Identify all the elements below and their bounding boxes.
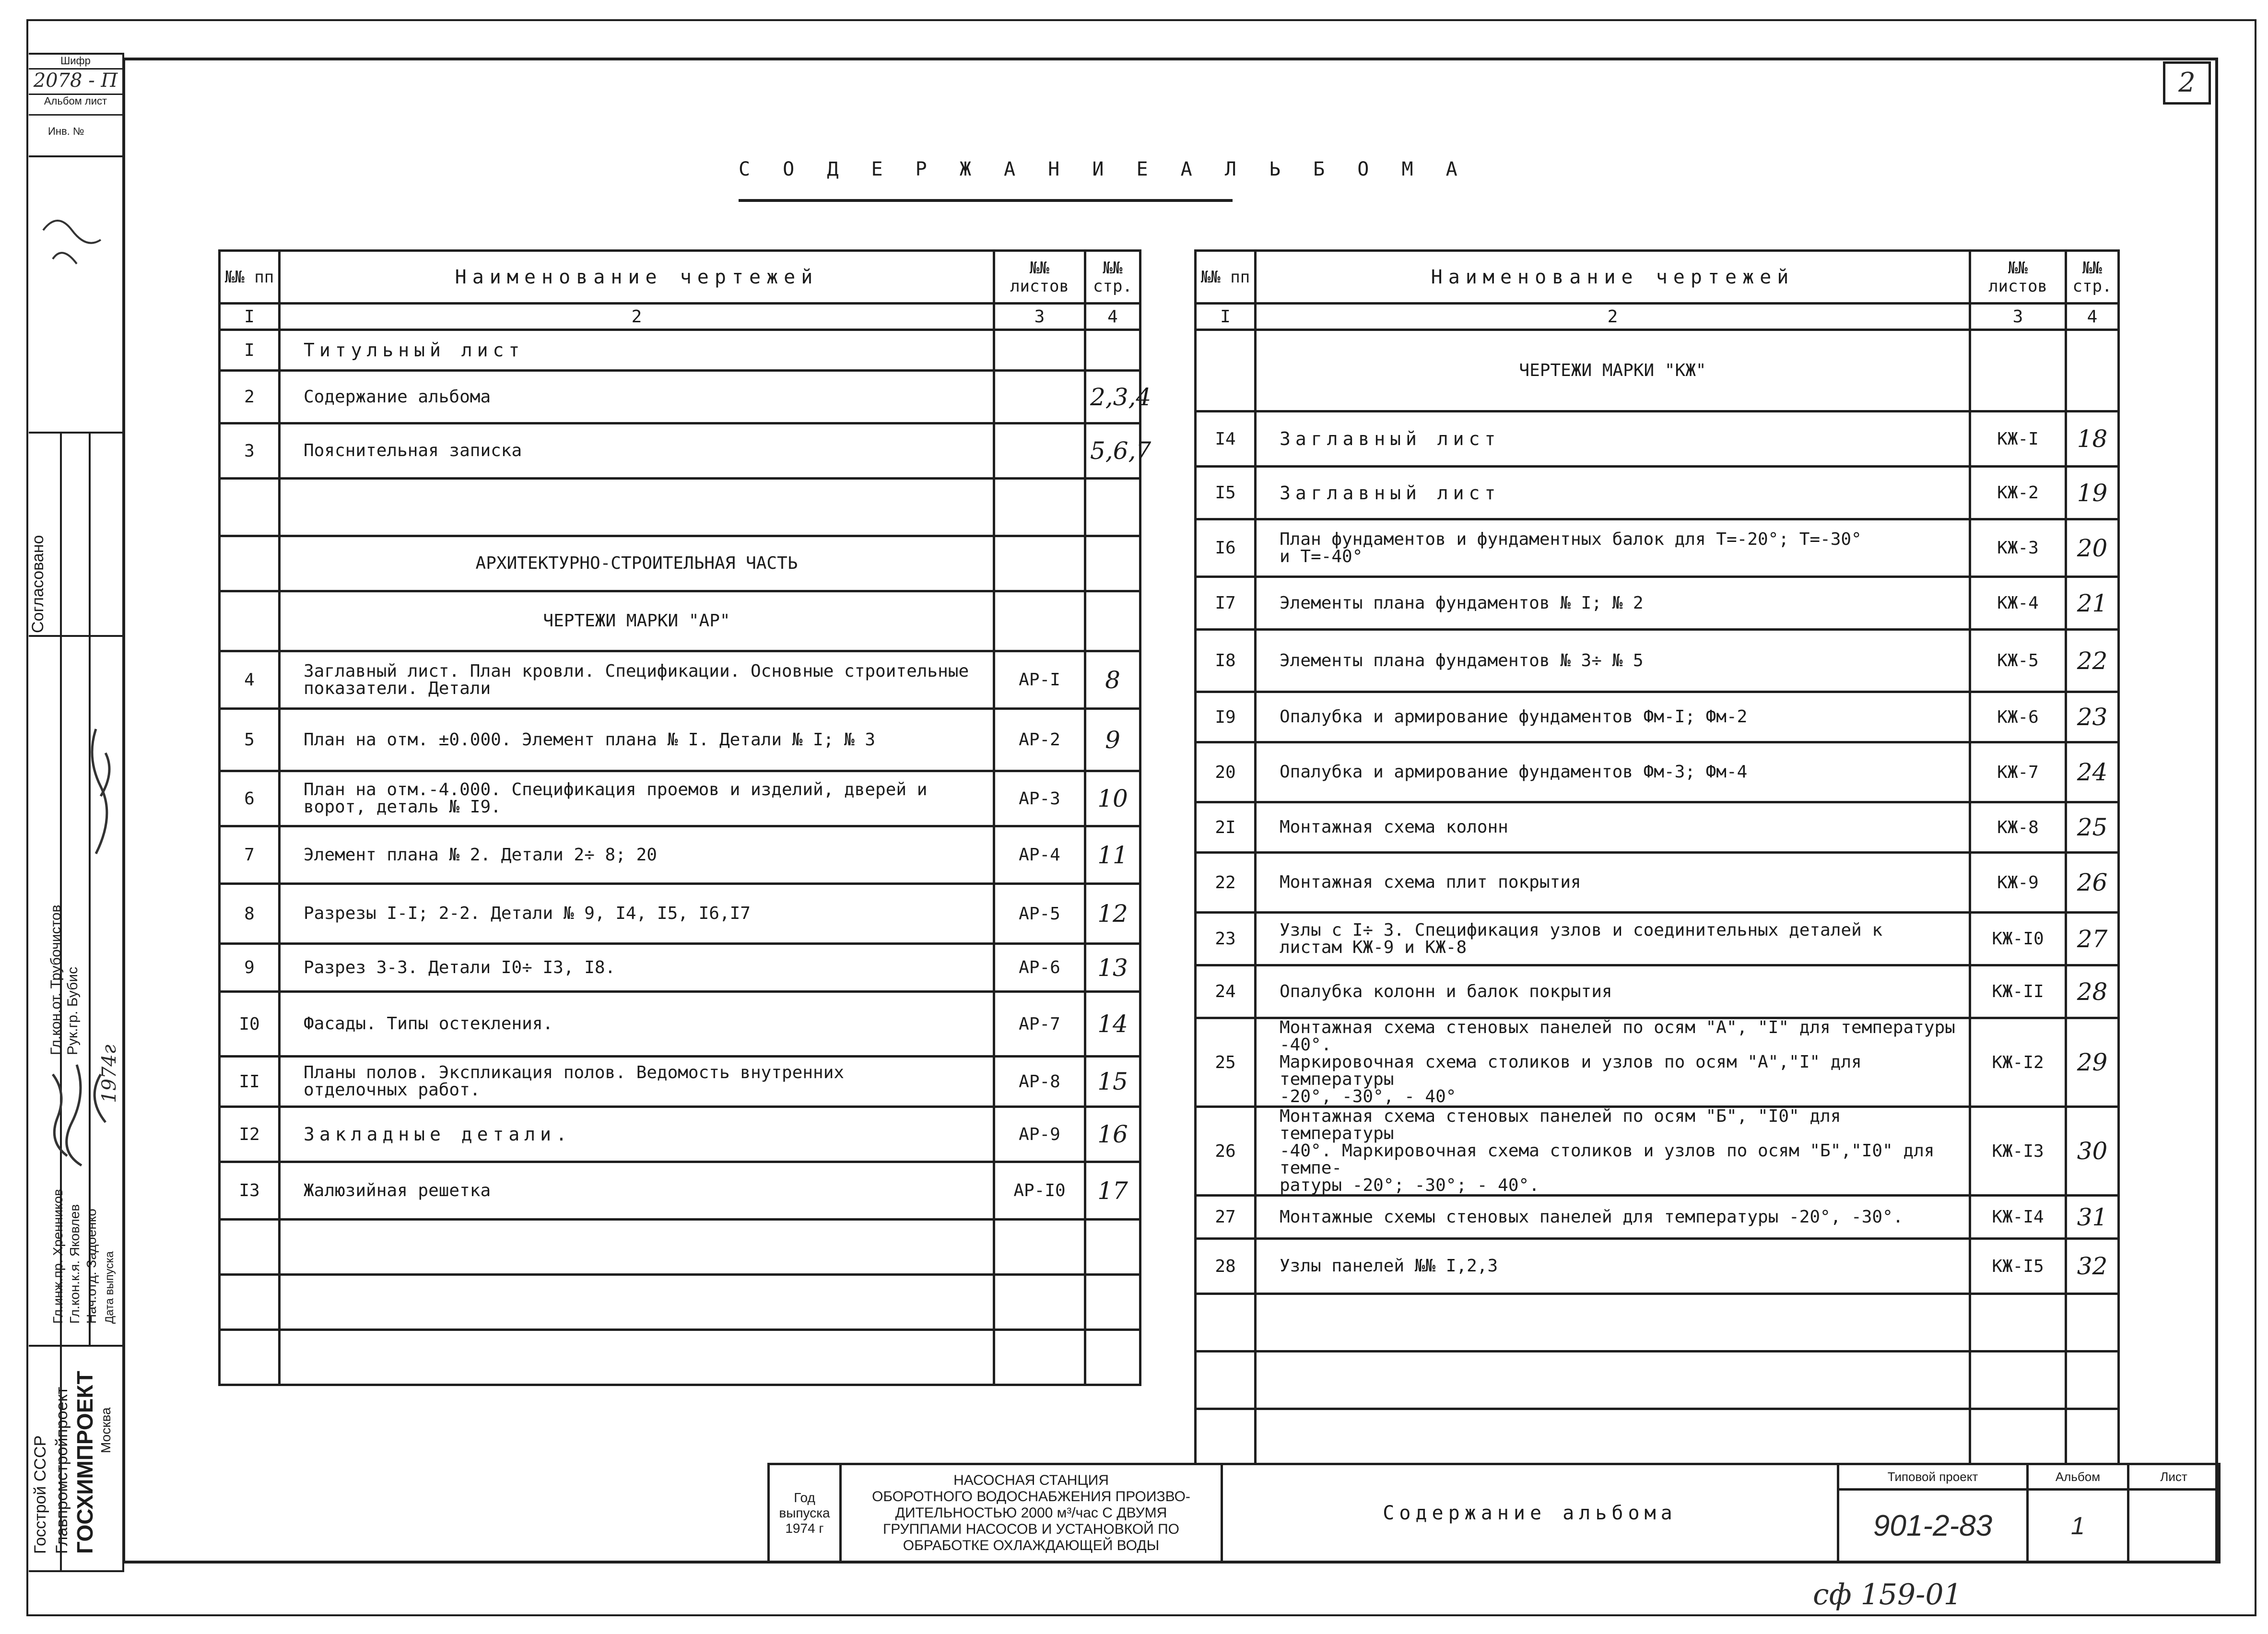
row-page: 22 xyxy=(2066,630,2119,692)
row-number: 27 xyxy=(1196,1196,1256,1239)
album-value: 1 xyxy=(2028,1490,2128,1563)
row-page: 21 xyxy=(2066,577,2119,630)
row-number: 3 xyxy=(220,423,280,479)
row-name: АРХИТЕКТУРНО-СТРОИТЕЛЬНАЯ ЧАСТЬ xyxy=(280,536,994,591)
row-number: 5 xyxy=(220,709,280,771)
row-page: 24 xyxy=(2066,742,2119,802)
left-contents-table xyxy=(218,249,1152,1386)
row-name: Монтажная схема стеновых панелей по осям "Б", "I0" для температуры -40°. Маркировочная схема столиков и узлов по осям "Б","I0" для темпе- ратуры -20°; -30°; - 40°. xyxy=(1256,1107,1970,1196)
row-page: 14 xyxy=(1085,992,1140,1057)
row-number xyxy=(220,1275,280,1330)
row-name: Монтажная схема стеновых панелей по осям "А", "I" для температуры -40°. Маркировочная схема столиков и узлов по осям "А","I" для температуры -20°, -30°, - 40° xyxy=(1256,1018,1970,1107)
table-row xyxy=(220,591,1140,651)
col-number: 3 xyxy=(994,304,1085,330)
role-3: Гл.инж.пр. Хренников xyxy=(50,1188,65,1324)
row-sheet xyxy=(994,1330,1085,1385)
table-row xyxy=(1196,1352,2119,1409)
row-number: I5 xyxy=(1196,467,1256,519)
row-sheet xyxy=(994,330,1085,371)
row-sheet xyxy=(994,423,1085,479)
row-page xyxy=(1085,330,1140,371)
row-number: I xyxy=(220,330,280,371)
row-number: 2 xyxy=(220,371,280,423)
typical-project-label: Типовой проект xyxy=(1838,1464,2028,1490)
year-value: 1974 г xyxy=(785,1521,824,1536)
table-row xyxy=(1196,1196,2119,1239)
row-sheet xyxy=(1970,1409,2066,1464)
row-sheet: АР-3 xyxy=(994,771,1085,826)
col-number: 2 xyxy=(280,304,994,330)
row-name xyxy=(1256,1409,1970,1464)
row-sheet: КЖ-I3 xyxy=(1970,1107,2066,1196)
row-page: 20 xyxy=(2066,519,2119,577)
row-number: 24 xyxy=(1196,965,1256,1018)
table-row xyxy=(1196,965,2119,1018)
row-sheet: КЖ-2 xyxy=(1970,467,2066,519)
release-date-label: Дата выпуска xyxy=(103,1251,116,1324)
row-name xyxy=(280,1275,994,1330)
row-page xyxy=(1085,1275,1140,1330)
table-row xyxy=(1196,467,2119,519)
table-row xyxy=(220,536,1140,591)
table-row xyxy=(1196,1018,2119,1107)
row-number xyxy=(1196,1352,1256,1409)
row-number xyxy=(1196,1409,1256,1464)
row-page: 28 xyxy=(2066,965,2119,1018)
row-page xyxy=(2066,1352,2119,1409)
row-number: I4 xyxy=(1196,411,1256,467)
col-header-pages: №№ стр. xyxy=(1085,251,1140,304)
col-header-sheets: №№ листов xyxy=(1970,251,2066,304)
table-row xyxy=(1196,742,2119,802)
row-name: Закладные детали. xyxy=(280,1107,994,1162)
row-sheet: КЖ-I5 xyxy=(1970,1239,2066,1294)
table-row xyxy=(220,709,1140,771)
row-name: ЧЕРТЕЖИ МАРКИ "КЖ" xyxy=(1256,330,1970,411)
col-number: 4 xyxy=(2066,304,2119,330)
row-page: 10 xyxy=(1085,771,1140,826)
table-row xyxy=(220,1057,1140,1107)
row-name: Узлы с I÷ 3. Спецификация узлов и соединительных деталей к листам КЖ-9 и КЖ-8 xyxy=(1256,913,1970,965)
row-name xyxy=(280,1330,994,1385)
table-row xyxy=(220,651,1140,709)
row-name xyxy=(280,1220,994,1275)
row-name: ЧЕРТЕЖИ МАРКИ "АР" xyxy=(280,591,994,651)
role-2: Рук.гр. Бубис xyxy=(65,966,81,1055)
inventory-label: Инв. № xyxy=(48,125,84,137)
album-title: С О Д Е Р Ж А Н И Е А Л Ь Б О М А xyxy=(739,158,1468,180)
row-sheet: КЖ-8 xyxy=(1970,802,2066,853)
row-name xyxy=(280,479,994,536)
row-number xyxy=(220,536,280,591)
row-sheet: КЖ-I0 xyxy=(1970,913,2066,965)
table-row xyxy=(220,944,1140,992)
row-name: Опалубка колонн и балок покрытия xyxy=(1256,965,1970,1018)
row-name xyxy=(1256,1352,1970,1409)
row-sheet xyxy=(1970,330,2066,411)
row-name xyxy=(1256,1294,1970,1352)
row-sheet: АР-8 xyxy=(994,1057,1085,1107)
table-row xyxy=(220,884,1140,944)
page-number: 2 xyxy=(2163,61,2211,105)
typical-project-value: 901-2-83 xyxy=(1838,1490,2028,1563)
row-name: Разрез 3-3. Детали I0÷ I3, I8. xyxy=(280,944,994,992)
row-number: 9 xyxy=(220,944,280,992)
row-sheet: КЖ-6 xyxy=(1970,692,2066,742)
row-sheet: КЖ-I4 xyxy=(1970,1196,2066,1239)
table-row xyxy=(220,1162,1140,1220)
row-number: 22 xyxy=(1196,853,1256,913)
col-header-num: №№ пп xyxy=(1196,251,1256,304)
code-value: 2078 - П xyxy=(29,70,122,95)
row-sheet: КЖ-II xyxy=(1970,965,2066,1018)
row-sheet: АР-5 xyxy=(994,884,1085,944)
row-number: I3 xyxy=(220,1162,280,1220)
row-sheet xyxy=(994,1220,1085,1275)
row-page xyxy=(1085,479,1140,536)
row-number xyxy=(1196,330,1256,411)
row-sheet xyxy=(994,1275,1085,1330)
row-page: 29 xyxy=(2066,1018,2119,1107)
row-sheet: КЖ-5 xyxy=(1970,630,2066,692)
row-sheet: КЖ-I2 xyxy=(1970,1018,2066,1107)
row-number: 20 xyxy=(1196,742,1256,802)
row-number: I9 xyxy=(1196,692,1256,742)
row-number: 8 xyxy=(220,884,280,944)
row-page xyxy=(1085,1220,1140,1275)
row-sheet: КЖ-I xyxy=(1970,411,2066,467)
row-name: Узлы панелей №№ I,2,3 xyxy=(1256,1239,1970,1294)
table-row xyxy=(220,1275,1140,1330)
row-sheet: АР-4 xyxy=(994,826,1085,884)
row-number: I6 xyxy=(1196,519,1256,577)
row-number: 26 xyxy=(1196,1107,1256,1196)
table-row xyxy=(220,1330,1140,1385)
role-4: Гл.кон.к.я. Яковлев xyxy=(67,1204,82,1324)
row-page: 19 xyxy=(2066,467,2119,519)
row-name: Элемент плана № 2. Детали 2÷ 8; 20 xyxy=(280,826,994,884)
row-name: Жалюзийная решетка xyxy=(280,1162,994,1220)
row-number: 7 xyxy=(220,826,280,884)
table-row xyxy=(1196,802,2119,853)
table-row xyxy=(220,330,1140,371)
row-number: I7 xyxy=(1196,577,1256,630)
row-sheet: КЖ-3 xyxy=(1970,519,2066,577)
row-name: Монтажная схема колонн xyxy=(1256,802,1970,853)
org-glavpromstroyproekt: Главпромстройпроект xyxy=(53,1387,71,1554)
project-title: НАСОСНАЯ СТАНЦИЯ ОБОРОТНОГО ВОДОСНАБЖЕНИЯ ПРОИЗВО- ДИТЕЛЬНОСТЬЮ 2000 м³/час С ДВУМЯ ГРУППАМИ НАСОСОВ И УСТАНОВКОЙ ПО ОБРАБОТКЕ ОХЛАЖДАЮЩЕЙ ВОДЫ xyxy=(841,1464,1222,1563)
top-left-stamp xyxy=(29,53,124,157)
sheet-label: Лист xyxy=(2128,1464,2220,1490)
table-row xyxy=(220,1107,1140,1162)
row-number: II xyxy=(220,1057,280,1107)
row-sheet: АР-9 xyxy=(994,1107,1085,1162)
row-page: 25 xyxy=(2066,802,2119,853)
row-page: 27 xyxy=(2066,913,2119,965)
row-sheet: АР-2 xyxy=(994,709,1085,771)
row-name: Пояснительная записка xyxy=(280,423,994,479)
row-number: 4 xyxy=(220,651,280,709)
row-page: 12 xyxy=(1085,884,1140,944)
table-row xyxy=(1196,1294,2119,1352)
row-name: План на отм. ±0.000. Элемент плана № I. Детали № I; № 3 xyxy=(280,709,994,771)
table-row xyxy=(220,371,1140,423)
row-page xyxy=(2066,1294,2119,1352)
row-page xyxy=(2066,330,2119,411)
row-name: Опалубка и армирование фундаментов Фм-3; Фм-4 xyxy=(1256,742,1970,802)
code-label: Шифр xyxy=(29,55,122,70)
col-number: 3 xyxy=(1970,304,2066,330)
row-number: I8 xyxy=(1196,630,1256,692)
year-cell xyxy=(769,1464,841,1563)
row-name: Фасады. Типы остекления. xyxy=(280,992,994,1057)
row-sheet: АР-I xyxy=(994,651,1085,709)
row-sheet xyxy=(994,479,1085,536)
col-header-name: Наименование чертежей xyxy=(280,251,994,304)
col-header-pages: №№ стр. xyxy=(2066,251,2119,304)
sheet-title: Содержание альбома xyxy=(1222,1464,1838,1563)
table-row xyxy=(220,1220,1140,1275)
album-label: Альбом xyxy=(2028,1464,2128,1490)
table-row xyxy=(220,992,1140,1057)
col-header-num: №№ пп xyxy=(220,251,280,304)
table-row xyxy=(1196,330,2119,411)
table-row xyxy=(1196,630,2119,692)
table-row xyxy=(1196,913,2119,965)
table-row xyxy=(1196,1409,2119,1464)
row-number: 2I xyxy=(1196,802,1256,853)
row-name: Монтажные схемы стеновых панелей для температуры -20°, -30°. xyxy=(1256,1196,1970,1239)
table-row xyxy=(1196,577,2119,630)
row-number xyxy=(220,1220,280,1275)
col-number: I xyxy=(220,304,280,330)
row-number: 6 xyxy=(220,771,280,826)
row-number: I2 xyxy=(220,1107,280,1162)
row-page: 9 xyxy=(1085,709,1140,771)
table-row xyxy=(220,423,1140,479)
row-number: 23 xyxy=(1196,913,1256,965)
table-row xyxy=(1196,519,2119,577)
row-number xyxy=(220,591,280,651)
row-number xyxy=(220,1330,280,1385)
row-page: 8 xyxy=(1085,651,1140,709)
row-name: Монтажная схема плит покрытия xyxy=(1256,853,1970,913)
row-sheet: АР-I0 xyxy=(994,1162,1085,1220)
row-name: Титульный лист xyxy=(280,330,994,371)
row-page: 31 xyxy=(2066,1196,2119,1239)
row-name: Элементы плана фундаментов № I; № 2 xyxy=(1256,577,1970,630)
table-row xyxy=(1196,853,2119,913)
row-page: 26 xyxy=(2066,853,2119,913)
row-sheet: КЖ-7 xyxy=(1970,742,2066,802)
col-number: I xyxy=(1196,304,1256,330)
album-sheet-label: Альбом лист xyxy=(29,95,122,116)
row-name: Планы полов. Экспликация полов. Ведомость внутренних отделочных работ. xyxy=(280,1057,994,1107)
row-sheet xyxy=(994,536,1085,591)
row-name: Разрезы I-I; 2-2. Детали № 9, I4, I5, I6,I7 xyxy=(280,884,994,944)
title-underline xyxy=(739,199,1233,202)
col-number: 4 xyxy=(1085,304,1140,330)
title-block xyxy=(767,1463,2221,1563)
row-page xyxy=(1085,591,1140,651)
row-page: 18 xyxy=(2066,411,2119,467)
signature-scribbles xyxy=(24,201,129,1424)
role-1: Гл.кон.от. Трубочистов xyxy=(48,905,64,1055)
row-number xyxy=(220,479,280,536)
row-name: Элементы плана фундаментов № 3÷ № 5 xyxy=(1256,630,1970,692)
row-number: 25 xyxy=(1196,1018,1256,1107)
row-page: 13 xyxy=(1085,944,1140,992)
row-page xyxy=(2066,1409,2119,1464)
col-header-name: Наименование чертежей xyxy=(1256,251,1970,304)
row-sheet xyxy=(1970,1352,2066,1409)
row-page: 5,6,7 xyxy=(1085,423,1140,479)
row-page: 30 xyxy=(2066,1107,2119,1196)
row-sheet xyxy=(994,591,1085,651)
right-contents-table xyxy=(1194,249,2120,1465)
row-page: 11 xyxy=(1085,826,1140,884)
row-name: План на отм.-4.000. Спецификация проемов и изделий, дверей и ворот, деталь № I9. xyxy=(280,771,994,826)
row-page: 16 xyxy=(1085,1107,1140,1162)
row-sheet: КЖ-4 xyxy=(1970,577,2066,630)
org-goshimproekt: ГОСХИМПРОЕКТ xyxy=(72,1371,97,1554)
row-page: 17 xyxy=(1085,1162,1140,1220)
agreed-label: Согласовано xyxy=(29,535,47,633)
row-sheet xyxy=(994,371,1085,423)
sheet-value xyxy=(2128,1490,2220,1563)
row-page: 32 xyxy=(2066,1239,2119,1294)
row-name: Заглавный лист xyxy=(1256,467,1970,519)
row-name: Содержание альбома xyxy=(280,371,994,423)
row-page xyxy=(1085,536,1140,591)
table-row xyxy=(220,479,1140,536)
org-gosstroy: Госстрой СССР xyxy=(31,1435,49,1554)
row-name: Опалубка и армирование фундаментов Фм-I; Фм-2 xyxy=(1256,692,1970,742)
row-number: I0 xyxy=(220,992,280,1057)
table-row xyxy=(1196,1239,2119,1294)
archive-code-handwritten: сф 159-01 xyxy=(1813,1578,1962,1611)
row-number: 28 xyxy=(1196,1239,1256,1294)
org-city: Москва xyxy=(98,1407,113,1453)
row-sheet: АР-6 xyxy=(994,944,1085,992)
col-number: 2 xyxy=(1256,304,1970,330)
row-page xyxy=(1085,1330,1140,1385)
col-header-sheets: №№ листов xyxy=(994,251,1085,304)
year-label: Год выпуска xyxy=(779,1490,830,1520)
row-page: 15 xyxy=(1085,1057,1140,1107)
row-sheet: АР-7 xyxy=(994,992,1085,1057)
row-name: План фундаментов и фундаментных балок для Т=-20°; Т=-30° и Т=-40° xyxy=(1256,519,1970,577)
row-sheet xyxy=(1970,1294,2066,1352)
table-row xyxy=(220,771,1140,826)
row-page: 23 xyxy=(2066,692,2119,742)
row-number xyxy=(1196,1294,1256,1352)
row-name: Заглавный лист. План кровли. Спецификации. Основные строительные показатели. Детали xyxy=(280,651,994,709)
row-name: Заглавный лист xyxy=(1256,411,1970,467)
table-row xyxy=(1196,692,2119,742)
table-row xyxy=(1196,1107,2119,1196)
release-year-handwritten: 1974г xyxy=(98,1044,120,1103)
row-sheet: КЖ-9 xyxy=(1970,853,2066,913)
role-5: Нач.отд. Задоенко xyxy=(84,1209,99,1324)
row-page: 2,3,4 xyxy=(1085,371,1140,423)
table-row xyxy=(220,826,1140,884)
table-row xyxy=(1196,411,2119,467)
